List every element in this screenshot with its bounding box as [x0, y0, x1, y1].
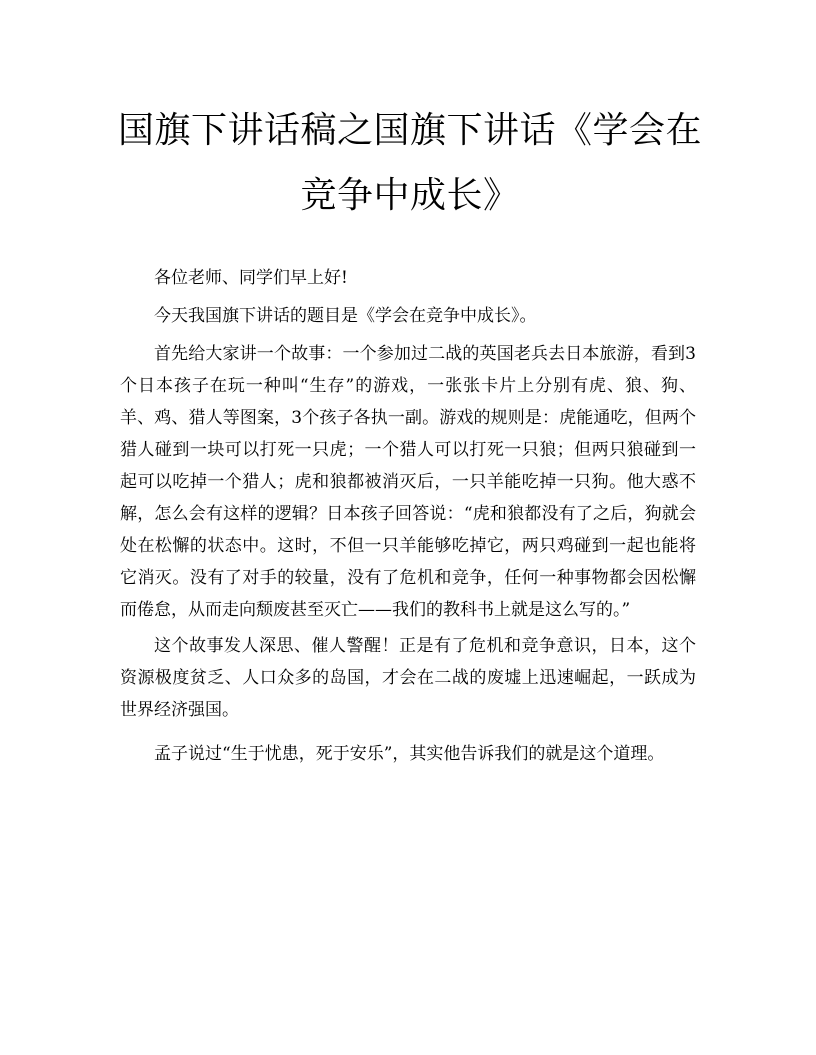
document-title: 国旗下讲话稿之国旗下讲话《学会在竞争中成长》 — [117, 110, 702, 216]
document-body — [120, 262, 696, 770]
greeting-paragraph: 各位老师、同学们早上好! — [154, 268, 348, 288]
story-paragraph: 首先给大家讲一个故事：一个参加过二战的英国老兵去日本旅游，看到3个日本孩子在玩一种叫“生存”的游戏，一张张卡片上分别有虎、狼、狗、羊、鸡、猎人等图案，3个孩子各执一副。游戏的规则是：虎能通吃，但两个猎人碰到一块可以打死一只虎；一个猎人可以打死一只狼；但两只狼碰到一起可以吃掉一个猎人；虎和狼都被消灭后，一只羊能吃掉一只狗。他大惑不解，怎么会有这样的逻辑？日本孩子回答说：“虎和狼都没有了之后，狗就会处在松懈的状态中。这时，不但一只羊能够吃掉它，两只鸡碰到一起也能将它消灭。没有了对手的较量，没有了危机和竞争，任何一种事物都会因松懈而倦怠，从而走向颓废甚至灭亡——我们的教科书上就是这么写的。” — [120, 344, 696, 620]
reflection-paragraph: 这个故事发人深思、催人警醒！正是有了危机和竞争意识，日本，这个资源极度贫乏、人口众多的岛国，才会在二战的废墟上迅速崛起，一跃成为世界经济强国。 — [120, 636, 696, 720]
conclusion-paragraph: 孟子说过“生于忧患，死于安乐”，其实他告诉我们的就是这个道理。 — [154, 744, 665, 764]
topic-paragraph: 今天我国旗下讲话的题目是《学会在竞争中成长》。 — [154, 306, 537, 326]
